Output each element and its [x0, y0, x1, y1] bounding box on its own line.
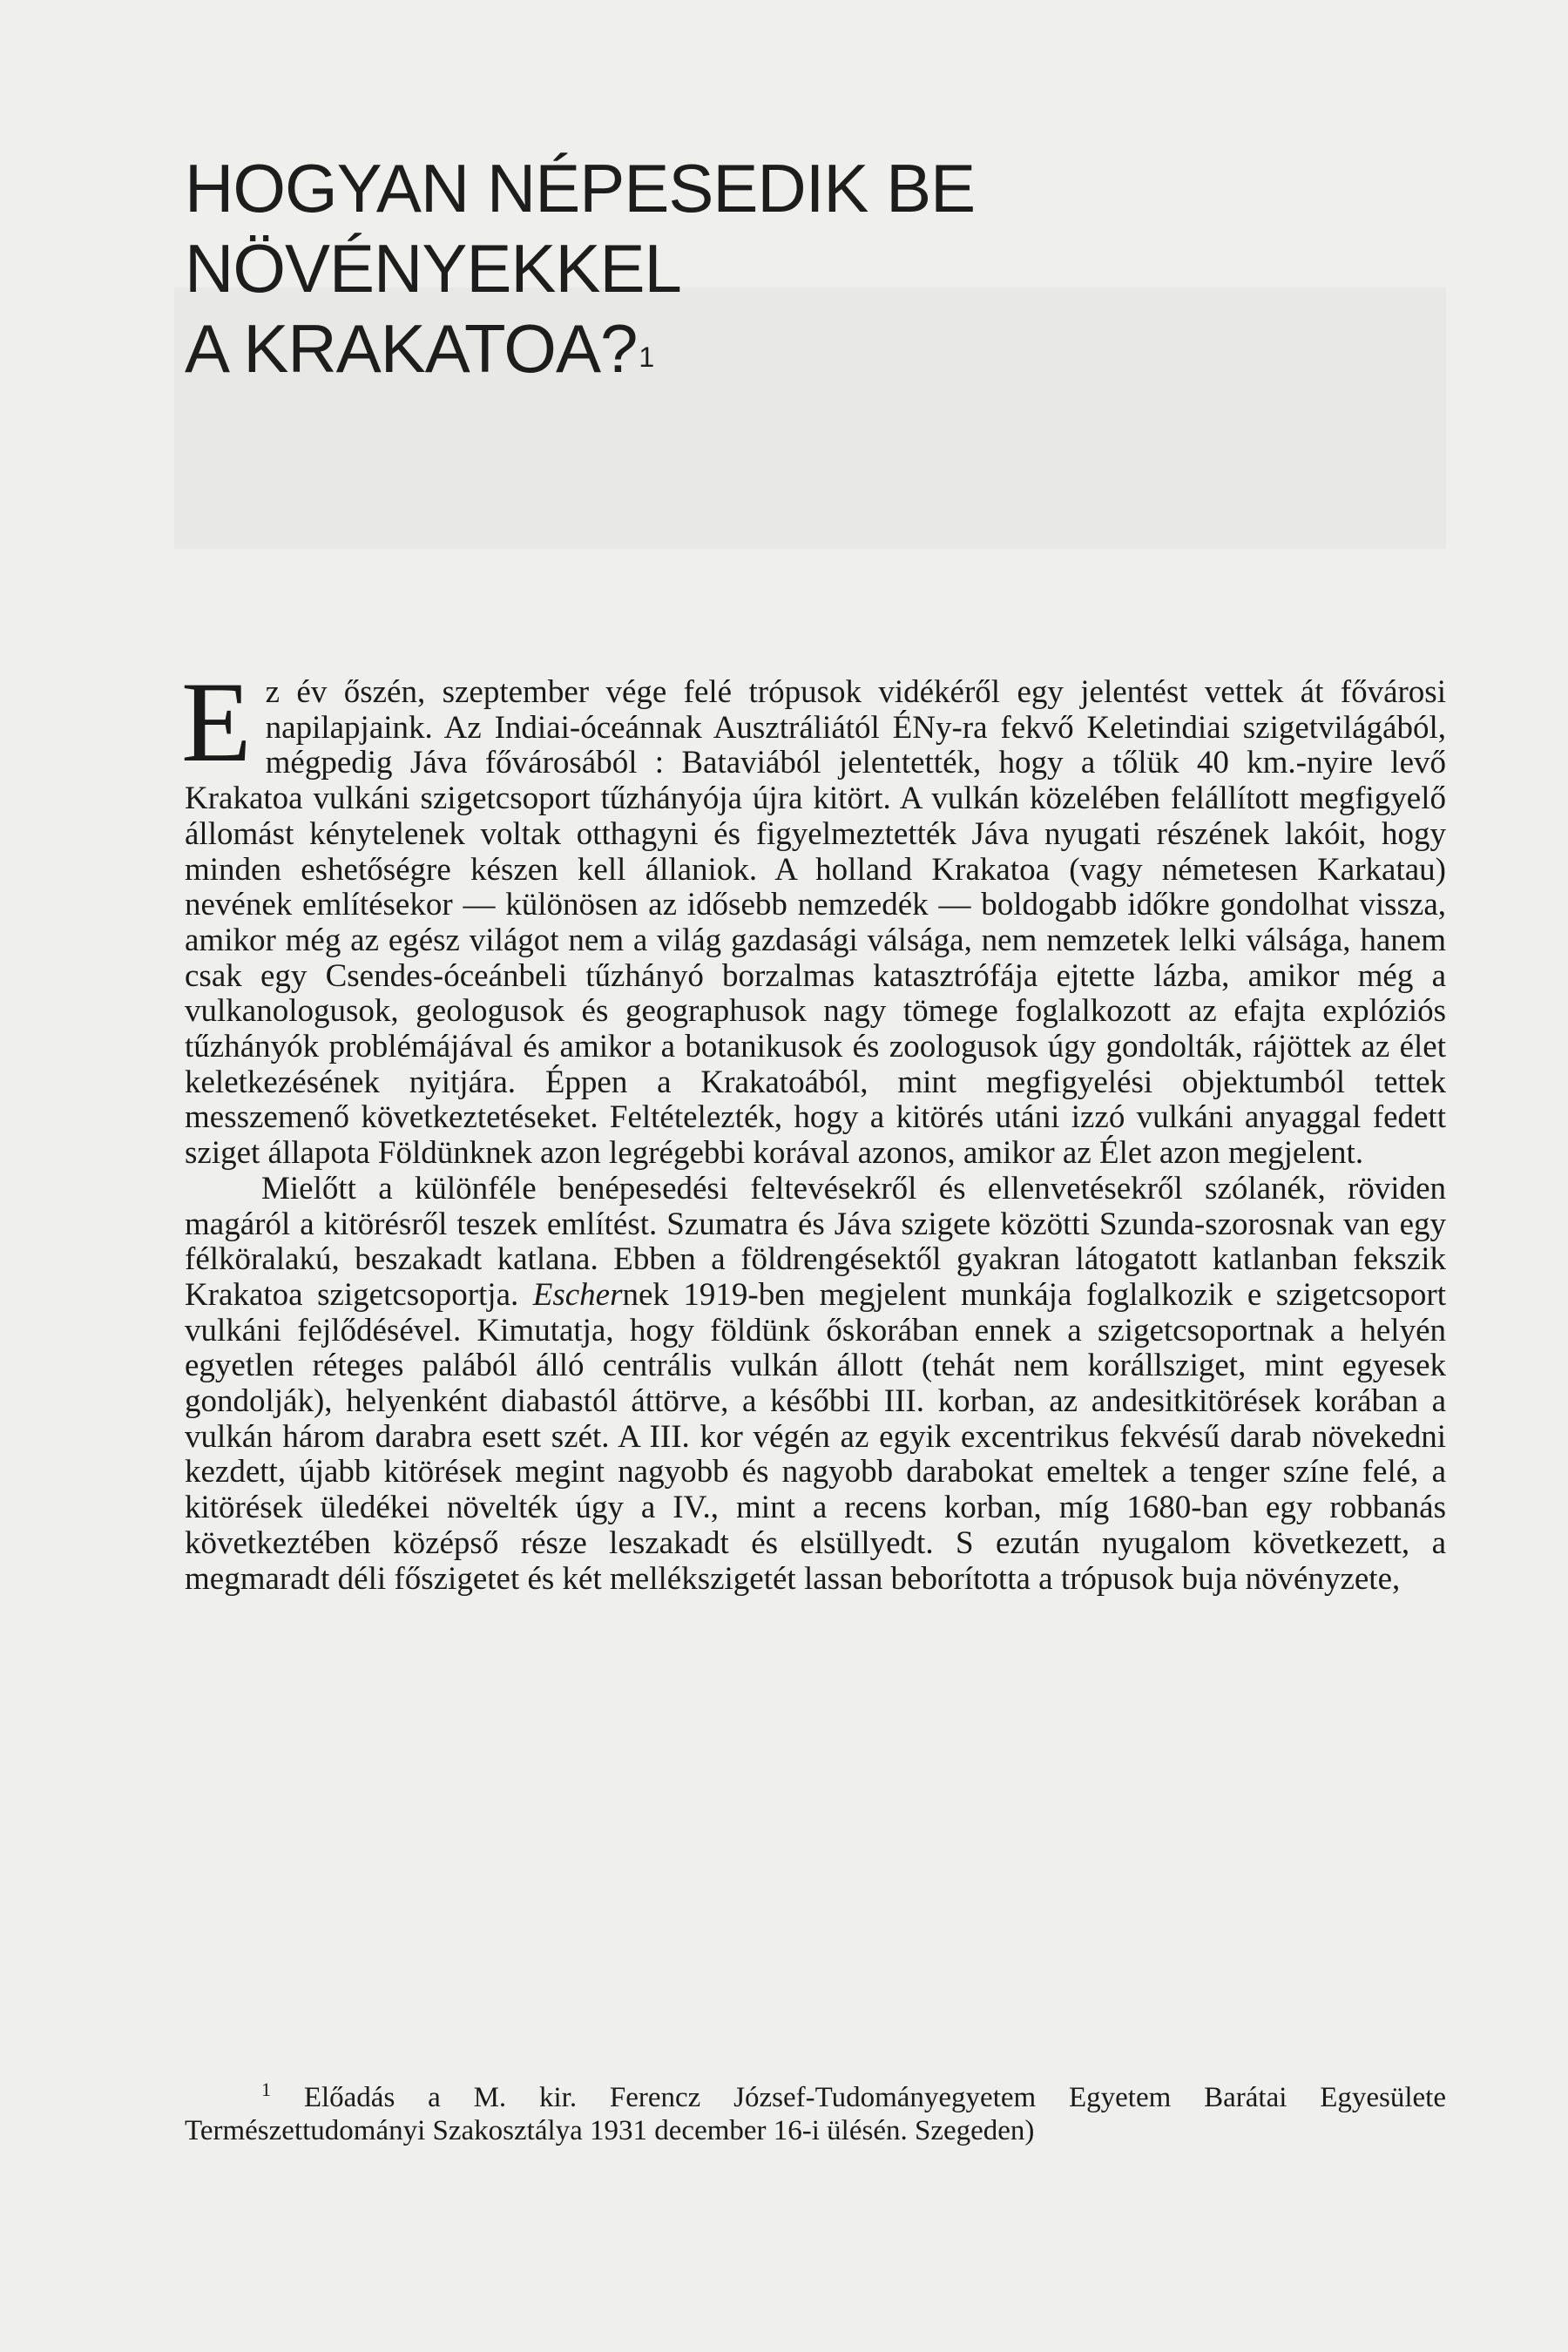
- article-title: [185, 148, 1448, 389]
- paragraph-1: [181, 658, 1446, 1172]
- footnote-text: Előadás a M. kir. Ferencz József-Tudományegyetem Egyetem Barátai Egyesülete Természettudományi Szakosztálya 1931 december 16-i ülésén. Szegeden): [185, 2082, 1446, 2146]
- footnote-marker: 1: [261, 2078, 271, 2100]
- article-body: [181, 658, 1446, 1597]
- title-footnote-marker: 1: [639, 341, 654, 373]
- paragraph-2-text-a: Mielőtt a különféle benépesedési feltevésekről és ellenvetésekről szólanék, röviden magáról a kitörésről teszek említést. Szumatra és Jáva szigete közötti Szunda-szorosnak van egy félköralakú, beszakadt katlana. Ebben a földrengésektől gyakran látogatott katlanban fekszik Krakatoa szigetcsoportja.: [185, 1170, 1446, 1313]
- paragraph-1-text: z év őszén, szeptember vége felé trópusok vidékéről egy jelentést vettek át fővárosi napilapjaink. Az Indiai-óceánnak Ausztráliától ÉNy-ra fekvő Keletindiai szigetvilágából, mégpedig Jáva fővárosából : Bataviából jelentették, hogy a tőlük 40 km.-nyire levő Krakatoa vulkáni szigetcsoport tűzhányója újra kitört. A vulkán közelében felállított megfigyelő állomást kénytelenek voltak otthagyni és figyelmeztették Jáva nyugati részének lakóit, hogy minden eshetőségre készen kell állaniok. A holland Krakatoa (vagy németesen Karkatau) nevének említésekor — különösen az idősebb nemzedék — boldogabb időkre gondolhat vissza, amikor még az egész világot nem a világ gazdasági válsága, nem nemzetek lelki válsága, hanem csak egy Csendes-óceánbeli tűzhányó borzalmas katasztrófája ejtette lázba, amikor még a vulkanologusok, geologusok és geographusok nagy tömege foglalkozott az efajta explóziós tűzhányók problémájával és amikor a botanikusok és zoologusok úgy gondolták, rájöttek az élet keletkezésének nyitjára. Éppen a Krakatoából, mint megfigyelési objektumból tettek messzemenő következtetéseket. Feltételezték, hogy a kitörés utáni izzó vulkáni anyaggal fedett sziget állapota Földünknek azon legrégebbi korával azonos, amikor az Élet azon megjelent.: [185, 674, 1446, 1172]
- paragraph-2-text-b: nek 1919-ben megjelent munkája foglalkozik e szigetcsoport vulkáni fejlődésével. Kimutatja, hogy földünk őskorában ennek a szigetcsoportnak a helyén egyetlen réteges palából álló centrális vulkán állott (tehát nem korállsziget, mint egyesek gondolják), helyenként diabastól áttörve, a későbbi III. korban, az andesitkitörések korában a vulkán három darabra esett szét. A III. kor végén az egyik excentrikus fekvésű darab növekedni kezdett, újabb kitörések megint nagyobb és nagyobb darabokat emeltek a tenger színe felé, a kitörések üledékei növelték úgy a IV., mint a recens korban, míg 1680-ban egy robbanás következtében középső része leszakadt és elsüllyedt. S ezután nyugalom következett, a megmaradt déli főszigetet és két mellékszigetét lassan beborította a trópusok buja növényzete,: [185, 1276, 1446, 1597]
- paragraph-2: [185, 1172, 1446, 1597]
- author-name: Escher: [532, 1276, 623, 1313]
- title-line-1: HOGYAN NÉPESEDIK BE NÖVÉNYEKKEL: [185, 150, 976, 307]
- drop-cap: E: [181, 658, 252, 786]
- footnote: [185, 2073, 1446, 2147]
- title-line-2: A KRAKATOA?: [185, 310, 638, 387]
